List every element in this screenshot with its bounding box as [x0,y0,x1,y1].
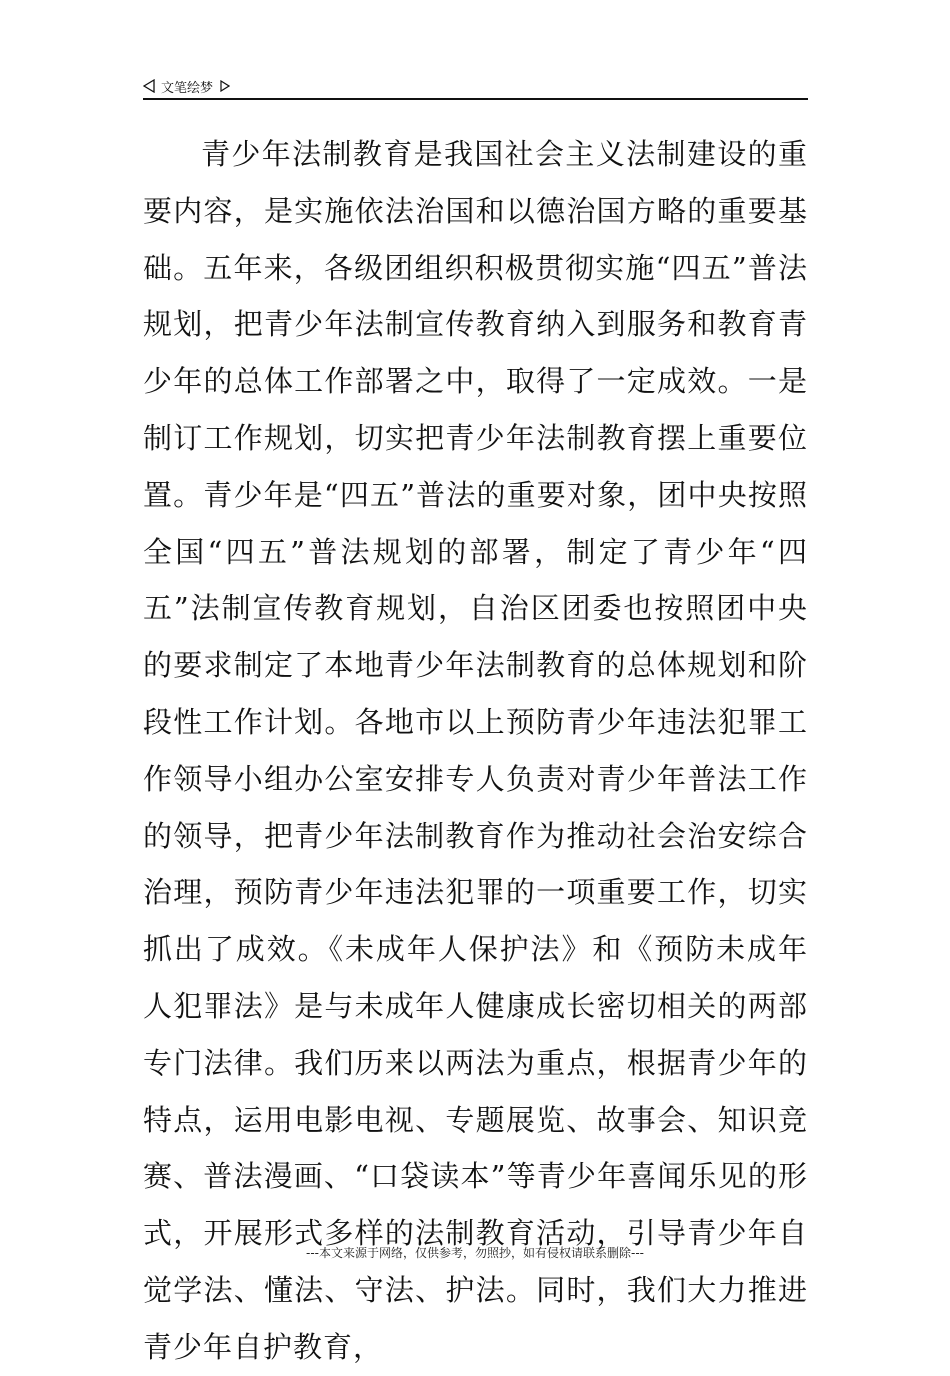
footer-notice: ---本文来源于网络，仅供参考，勿照抄，如有侵权请联系删除--- [306,1246,644,1260]
triangle-right-icon [220,80,230,92]
body-paragraph: 青少年法制教育是我国社会主义法制建设的重要内容，是实施依法治国和以德治国方略的重要基础。五年来，各级团组织积极贯彻实施“四五”普法规划，把青少年法制宣传教育纳入到服务和教育青少年的总体工作部署之中，取得了一定成效。一是制订工作规划，切实把青少年法制教育摆上重要位置。青少年是“四五”普法的重要对象，团中央按照全国“四五”普法规划的部署，制定了青少年“四五”法制宣传教育规划，自治区团委也按照团中央的要求制定了本地青少年法制教育的总体规划和阶段性工作计划。各地市以上预防青少年违法犯罪工作领导小组办公室安排专人负责对青少年普法工作的领导，把青少年法制教育作为推动社会治安综合治理，预防青少年违法犯罪的一项重要工作，切实抓出了成效。《未成年人保护法》和《预防未成年人犯罪法》是与未成年人健康成长密切相关的两部专门法律。我们历来以两法为重点，根据青少年的特点，运用电影电视、专题展览、故事会、知识竞赛、普法漫画、“口袋读本”等青少年喜闻乐见的形式，开展形式多样的法制教育活动，引导青少年自觉学法、懂法、守法、护法。同时，我们大力推进青少年自护教育， [143,137,808,1364]
header-divider [143,98,808,100]
page-header [143,74,808,98]
header-brand: 文笔绘梦 [161,80,214,96]
triangle-left-icon [143,79,155,93]
